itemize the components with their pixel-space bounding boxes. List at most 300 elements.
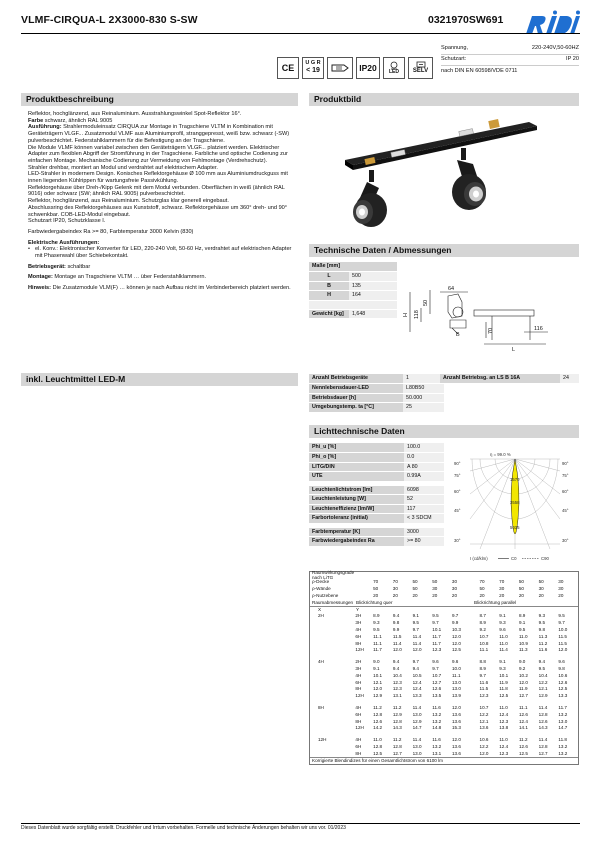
- dim-70-label: 70: [488, 327, 494, 334]
- util-value: 13.2: [558, 744, 568, 750]
- util-data-row: [310, 626, 578, 633]
- util-head-value: 30: [558, 579, 564, 585]
- util-value: 13.2: [432, 744, 442, 750]
- util-value: 13.0: [412, 711, 422, 717]
- photometric-value: 0.99A: [404, 472, 444, 482]
- op-value: L80B50: [403, 384, 444, 394]
- util-value: 11.7: [432, 633, 441, 639]
- util-value: 12.0: [518, 679, 528, 685]
- util-y: 12H: [355, 647, 364, 653]
- util-value: 11.6: [432, 737, 441, 743]
- util-y-label: Y: [356, 607, 360, 613]
- util-value: 9.1: [373, 666, 380, 672]
- util-value: 12.7: [392, 750, 402, 756]
- util-value: 12.7: [518, 693, 528, 699]
- util-value: 10.4: [538, 672, 548, 678]
- util-head-value: 70: [479, 579, 485, 585]
- util-left-dir: Blickrichtung quer: [356, 599, 393, 605]
- util-x: 4H: [318, 659, 324, 665]
- angle-label: 75°: [454, 473, 461, 478]
- util-data-row: [310, 711, 578, 718]
- product-image: [309, 108, 579, 238]
- util-value: 9.4: [392, 659, 400, 665]
- util-data-row: [310, 686, 578, 693]
- dim-label: B: [309, 281, 349, 291]
- desc-line: Ausführung: Strahlermoduleinsatz CIRQUA zur Montage in Tragschiene VLTM in Kombination mit Geräteträgern VLGF... Zusatzmodul VLMF aus Aluminiumprofil, stranggepresst, weiß bzw. schwarz (-SW) pulverbeschichtet. Federstahlklammern für die Befestigung an der Tragschiene.: [28, 124, 290, 144]
- photometric-row: [309, 453, 444, 463]
- util-value: 11.4: [499, 647, 508, 653]
- util-value: 11.2: [392, 705, 402, 711]
- util-value: 11.0: [499, 640, 508, 646]
- util-value: 12.3: [392, 686, 402, 692]
- desc-line: Strahler drehbar, montiert an Modul und verdrahtet auf elektrischem Adapter.: [28, 164, 218, 171]
- util-value: 12.7: [432, 679, 442, 685]
- unit-label: I (cd/klm): [470, 556, 488, 561]
- util-head-value: 50: [518, 579, 524, 585]
- spec-row: [441, 43, 579, 55]
- util-value: 13.3: [558, 693, 568, 699]
- dim-value: 500: [349, 272, 397, 282]
- spec-label: Schutzart:: [441, 56, 467, 63]
- util-head-value: 20: [451, 593, 458, 599]
- util-value: 12.9: [373, 693, 383, 699]
- util-value: 12.6: [373, 718, 383, 724]
- angle-label: 30°: [562, 538, 569, 543]
- photometric-row: [309, 495, 444, 505]
- utilisation-table: [309, 571, 579, 765]
- desc-line: Abschlussring des Reflektorgehäuses aus Kunststoff, schwarz. Reflektorgehäuse um 360° dreh- und 90° schwenkbar. COB-LED-Modul eingebaut.: [28, 204, 288, 218]
- dim-label: L: [309, 272, 349, 282]
- weight-value: 1,648: [349, 309, 397, 319]
- util-head-value: 50: [412, 586, 418, 592]
- util-head-value: 50: [479, 586, 485, 592]
- photometric-row: [309, 504, 444, 514]
- photometric-value: < 3 SDCM: [404, 514, 444, 524]
- beam-curve: [511, 459, 519, 534]
- util-value: 12.3: [479, 693, 489, 699]
- polar-diagram: [450, 449, 580, 564]
- photometric-label: Farbortoleranz (initial): [309, 514, 404, 524]
- c0-label: C0: [511, 556, 517, 561]
- photometric-label: Farbwiedergabeindex Ra: [309, 537, 404, 547]
- util-head-value: 20: [412, 593, 418, 599]
- ip20-icon: IP20: [356, 57, 380, 79]
- util-head-value: 20: [373, 593, 379, 599]
- angle-label: 30°: [454, 538, 461, 543]
- util-value: 10.6: [558, 672, 568, 678]
- util-value: 11.7: [558, 705, 567, 711]
- util-y: 3H: [355, 666, 362, 672]
- util-value: 12.3: [499, 718, 509, 724]
- util-value: 12.8: [392, 718, 402, 724]
- util-value: 12.5: [558, 686, 568, 692]
- util-value: 11.4: [392, 640, 402, 646]
- util-value: 9.9: [392, 627, 400, 633]
- article-number: 0321970SW691: [428, 14, 504, 26]
- util-value: 11.3: [538, 633, 548, 639]
- photometric-label: Leuchtenlichtstrom [lm]: [309, 485, 404, 495]
- dim-spacer: [309, 300, 397, 309]
- util-head-value: 30: [558, 586, 564, 592]
- util-value: 11.4: [538, 737, 548, 743]
- util-value: 10.4: [392, 672, 402, 678]
- util-value: 11.4: [412, 633, 422, 639]
- util-data-row: [310, 704, 578, 711]
- util-value: 13.5: [432, 693, 442, 699]
- dim-h-label: H: [403, 313, 409, 317]
- util-value: 9.6: [558, 659, 565, 665]
- util-value: 11.0: [373, 737, 382, 743]
- section-header-leuchtmittel: inkl. Leuchtmittel LED-M: [21, 373, 298, 386]
- util-y: 4H: [355, 705, 362, 711]
- util-value: 12.0: [479, 750, 489, 756]
- util-data-row: [310, 693, 578, 700]
- product-title: VLMF-CIRQUA-L 2X3000-830 S-SW: [21, 14, 198, 26]
- util-head-value: 50: [432, 579, 438, 585]
- desc-line: Betriebsgerät: schaltbar: [28, 263, 91, 270]
- desc-line: Schutzart IP20, Schutzklasse I.: [28, 218, 106, 225]
- util-value: 9.5: [518, 627, 526, 633]
- util-data-row: [310, 665, 578, 672]
- spec-row: [441, 66, 579, 78]
- dim-value: 164: [349, 291, 397, 301]
- dimension-drawing: [403, 282, 558, 353]
- spotlight-right: [452, 148, 486, 210]
- util-value: 11.7: [373, 647, 382, 653]
- angle-label: 60°: [454, 489, 461, 494]
- util-value: 9.2: [479, 627, 486, 633]
- util-data-row: [310, 737, 578, 744]
- util-head-value: 70: [499, 579, 505, 585]
- spec-value: IP 20: [566, 56, 579, 63]
- util-value: 11.7: [432, 640, 441, 646]
- util-value: 13.2: [558, 750, 568, 756]
- util-value: 9.5: [373, 627, 380, 633]
- util-value: 12.9: [412, 718, 422, 724]
- util-x: 2H: [318, 613, 324, 619]
- util-value: 11.4: [412, 705, 422, 711]
- util-value: 9.7: [432, 666, 439, 672]
- util-y: 6H: [355, 633, 362, 639]
- util-xy-row: [310, 606, 578, 613]
- angle-label: 75°: [562, 473, 569, 478]
- util-value: 12.0: [373, 686, 383, 692]
- util-value: 8.9: [518, 613, 526, 619]
- util-value: 10.7: [479, 633, 489, 639]
- util-value: 9.8: [392, 620, 400, 626]
- photometric-value: 117: [404, 504, 444, 514]
- photometric-label: Leuchteneffizienz [lm/W]: [309, 504, 404, 514]
- dim-50-label: 50: [423, 299, 429, 306]
- util-value: 9.7: [558, 620, 565, 626]
- util-value: 9.6: [451, 659, 459, 665]
- util-head-value: 20: [518, 593, 524, 599]
- util-data-row: [310, 613, 578, 620]
- op-value: 1: [403, 374, 444, 384]
- util-y: 4H: [355, 737, 362, 743]
- lamp-shape-icon: [327, 57, 353, 79]
- util-value: 12.2: [538, 679, 548, 685]
- spec-value: 220-240V,50-60HZ: [531, 44, 579, 51]
- util-value: 12.9: [538, 693, 548, 699]
- util-head-value: 50: [412, 579, 418, 585]
- util-value: 11.6: [479, 679, 489, 685]
- angle-label: 90°: [562, 461, 569, 466]
- util-value: 9.8: [558, 666, 565, 672]
- desc-line: Hinweis: Die Zusatzmodule VLM(F) … können je nach Aufbau nicht im Verbinderbereich platziert werden.: [28, 285, 291, 292]
- util-head-value: 50: [518, 586, 524, 592]
- util-value: 9.3: [499, 620, 506, 626]
- desc-line: Die Module VLMF können variabel zwischen den Geräteträgern VLGF... platziert werden. Elektrischer Adapter zum flexiblen Abgriff der Stromführung in der Tragschiene. Farbliche und optische Codierung zur einfachen Montage. Mechanische Codierung zur Vermeidung von Fehlmontage (Verdrehschutz).: [28, 144, 288, 164]
- util-head-label: ρ-Decke: [312, 579, 330, 585]
- util-data-row: [310, 679, 578, 686]
- util-value: 12.3: [392, 679, 402, 685]
- util-head-value: 30: [538, 586, 544, 592]
- util-value: 9.1: [499, 659, 506, 665]
- util-value: 12.6: [432, 686, 442, 692]
- util-value: 12.9: [392, 711, 402, 717]
- section-header-licht: Lichttechnische Daten: [309, 425, 579, 438]
- util-value: 11.2: [392, 737, 402, 743]
- util-value: 13.0: [412, 750, 422, 756]
- util-head-value: 20: [538, 593, 544, 599]
- angle-label: 90°: [454, 461, 461, 466]
- photometric-value: A 80: [404, 462, 444, 472]
- spec-label: Spannung,: [441, 44, 469, 51]
- selv-icon: SELV: [408, 57, 433, 79]
- util-value: 8.9: [479, 666, 486, 672]
- util-y: 2H: [355, 659, 362, 665]
- util-value: 13.0: [412, 744, 422, 750]
- op-label: Anzahl Betriebsg. an LS B 16A: [440, 374, 560, 384]
- util-value: 12.8: [538, 711, 548, 717]
- util-head-value: 30: [451, 586, 458, 592]
- util-value: 15.3: [451, 725, 461, 731]
- util-y: 2H: [355, 613, 362, 619]
- dim-116-label: 116: [534, 326, 543, 332]
- dim-label: H: [309, 291, 349, 301]
- op-label: Anzahl Betriebsgeräte: [309, 374, 403, 384]
- spec-label: nach DIN EN 60598/VDE 0711: [441, 68, 518, 75]
- util-y: 3H: [355, 620, 362, 626]
- util-value: 12.3: [499, 750, 509, 756]
- util-y: 6H: [355, 679, 362, 685]
- util-foot: Korrigierte Blendindizes für einen Gesamtlichtstrom von 6100 lm: [312, 758, 443, 764]
- ring-label: 3558: [510, 500, 520, 505]
- desc-line: LED-Strahler in modernem Design. Konisches Reflektorgehäuse Ø 100 mm aus Aluminiumdruckguss mit innen liegenden Kühlrippen für wartungsfreie Passivkühlung.: [28, 171, 288, 185]
- util-head-value: 30: [392, 586, 398, 592]
- photometric-value: >= 80: [404, 537, 444, 547]
- op-value: 24: [560, 374, 579, 384]
- util-value: 11.0: [499, 737, 508, 743]
- util-value: 10.6: [479, 737, 489, 743]
- util-value: 9.5: [432, 613, 439, 619]
- util-y: 12H: [355, 725, 364, 731]
- util-value: 11.6: [538, 647, 548, 653]
- util-value: 13.9: [451, 693, 461, 699]
- util-y: 4H: [355, 672, 362, 678]
- util-value: 14.2: [373, 725, 383, 731]
- photometric-row: [309, 443, 444, 453]
- photometric-label: UTE: [309, 472, 404, 482]
- util-value: 12.6: [538, 718, 548, 724]
- util-value: 9.3: [499, 666, 506, 672]
- photometric-value: 0.0: [404, 453, 444, 463]
- util-value: 13.1: [392, 693, 402, 699]
- util-value: 13.6: [451, 750, 461, 756]
- util-head-value: 20: [479, 593, 485, 599]
- angle-label: 60°: [562, 489, 569, 494]
- util-head-row: [310, 586, 578, 593]
- util-value: 11.0: [499, 705, 508, 711]
- util-head-value: 30: [451, 579, 458, 585]
- util-value: 13.0: [558, 718, 568, 724]
- util-value: 11.8: [499, 686, 508, 692]
- photometric-row: [309, 527, 444, 537]
- util-value: 10.0: [451, 666, 461, 672]
- util-value: 12.4: [412, 686, 422, 692]
- util-value: 11.4: [412, 640, 422, 646]
- spec-row: [441, 55, 579, 67]
- util-value: 12.8: [373, 744, 383, 750]
- util-value: 9.4: [538, 659, 546, 665]
- util-value: 10.9: [518, 640, 528, 646]
- util-value: 9.5: [538, 620, 546, 626]
- ring-label: 5035: [510, 525, 520, 530]
- desc-heading: Elektrische Ausführungen:: [28, 239, 100, 246]
- util-value: 9.3: [538, 613, 546, 619]
- util-y: 6H: [355, 744, 362, 750]
- util-value: 9.1: [518, 620, 526, 626]
- photometric-value: 3000: [404, 527, 444, 537]
- util-value: 9.6: [432, 659, 439, 665]
- util-value: 13.6: [451, 718, 461, 724]
- util-value: 12.7: [538, 750, 548, 756]
- util-value: 13.0: [451, 679, 461, 685]
- op-label: Umgebungstemp. ta [°C]: [309, 403, 403, 413]
- op-label: Nennlebensdauer-LED: [309, 384, 403, 394]
- efficiency-label: η = 99.0 %: [490, 452, 511, 457]
- util-value: 12.4: [412, 679, 422, 685]
- photometric-value: 52: [404, 495, 444, 505]
- util-value: 14.3: [538, 725, 548, 731]
- util-value: 13.8: [499, 725, 509, 731]
- op-label: Betriebsdauer [h]: [309, 393, 403, 403]
- util-value: 12.2: [479, 711, 489, 717]
- photometric-value: 100.0: [404, 443, 444, 453]
- util-value: 9.0: [373, 659, 380, 665]
- util-value: 11.6: [432, 705, 441, 711]
- util-head-value: 30: [499, 586, 505, 592]
- util-value: 11.0: [518, 633, 528, 639]
- util-value: 9.7: [432, 620, 439, 626]
- util-y: 6H: [355, 711, 362, 717]
- util-value: 11.9: [518, 686, 528, 692]
- dim-l-label: L: [512, 347, 516, 353]
- photometric-row: [309, 537, 444, 547]
- util-data-row: [310, 750, 578, 757]
- util-value: 9.1: [412, 613, 419, 619]
- util-data-row: [310, 640, 578, 647]
- util-x: 12H: [318, 737, 327, 743]
- util-value: 12.6: [558, 679, 568, 685]
- util-value: 10.2: [518, 672, 528, 678]
- util-value: 14.3: [392, 725, 402, 731]
- util-sub-row: [310, 599, 578, 606]
- util-value: 12.5: [518, 750, 528, 756]
- util-value: 11.9: [499, 679, 508, 685]
- operation-table-right: [440, 374, 579, 384]
- util-value: 9.3: [373, 620, 380, 626]
- util-value: 13.2: [432, 711, 442, 717]
- util-value: 12.3: [432, 647, 442, 653]
- util-value: 9.9: [451, 620, 459, 626]
- track-rail: [345, 119, 537, 170]
- util-value: 10.1: [499, 672, 509, 678]
- util-title: Raumwirkungsgrade nach LiTG: [312, 570, 355, 581]
- util-value: 11.5: [392, 633, 402, 639]
- certification-icons: [277, 57, 433, 79]
- util-head-value: 20: [499, 593, 505, 599]
- util-value: 9.7: [479, 672, 486, 678]
- util-value: 9.4: [392, 613, 400, 619]
- util-data-row: [310, 659, 578, 666]
- util-value: 13.0: [451, 686, 461, 692]
- util-data-row: [310, 647, 578, 654]
- util-value: 12.5: [451, 647, 461, 653]
- dim-b-label: B: [456, 332, 460, 338]
- util-value: 9.2: [518, 666, 526, 672]
- util-value: 13.6: [479, 725, 489, 731]
- util-value: 11.4: [538, 705, 548, 711]
- util-value: 11.5: [558, 640, 567, 646]
- photometric-row: [309, 514, 444, 524]
- util-head-value: 20: [392, 593, 398, 599]
- util-value: 12.0: [412, 647, 422, 653]
- util-value: 8.7: [479, 613, 486, 619]
- util-x-label: X: [318, 607, 322, 613]
- weight-label: Gewicht [kg]: [309, 309, 349, 319]
- util-value: 12.0: [451, 640, 461, 646]
- util-value: 12.8: [538, 744, 548, 750]
- util-head-label: ρ-Nutzebene: [312, 593, 339, 599]
- util-value: 11.1: [373, 640, 382, 646]
- util-head-value: 70: [392, 579, 398, 585]
- util-value: 9.8: [538, 627, 546, 633]
- photometric-table: [309, 443, 444, 547]
- desc-line: Reflektorgehäuse über Dreh-/Kipp Gelenk mit dem Modul verbunden. Oberflächen in weiß (ähnlich RAL 9016) oder schwarz (SW; ähnlich RAL 9005) pulverbeschichtet.: [28, 184, 285, 198]
- util-data-row: [310, 718, 578, 725]
- angle-label: 45°: [454, 508, 461, 513]
- photometric-label: Phi_u [%]: [309, 443, 404, 453]
- util-value: 13.2: [558, 711, 568, 717]
- c90-label: C90: [541, 556, 549, 561]
- util-value: 12.1: [373, 679, 383, 685]
- desc-line: Farbwiedergabeindex Ra >= 80, Farbtemperatur 3000 Kelvin (830): [28, 228, 194, 235]
- util-value: 11.3: [518, 647, 528, 653]
- util-sub-label: Raumabmessungen: [312, 599, 354, 605]
- util-value: 11.2: [373, 705, 382, 711]
- desc-line: Reflektor, hochglänzend, aus Reinaluminium. Schutzglas klar generell eingebaut.: [28, 198, 229, 205]
- ce-mark-icon: CE: [277, 57, 299, 79]
- util-value: 10.0: [558, 627, 568, 633]
- util-head-value: 20: [558, 593, 564, 599]
- footer-note: Dieses Datenblatt wurde sorgfältig erstellt. Druckfehler und Irrtum vorbehalten. Formelle und technische Änderungen behalten wir uns vor. 01/2023: [21, 823, 580, 832]
- util-value: 11.4: [412, 737, 422, 743]
- util-y: 8H: [355, 718, 362, 724]
- desc-line: Reflektor, hochglänzend, aus Reinaluminium. Ausstrahlungswinkel Spot-Reflektor 16°.: [28, 111, 242, 117]
- section-header-technik: Technische Daten / Abmessungen: [309, 244, 579, 257]
